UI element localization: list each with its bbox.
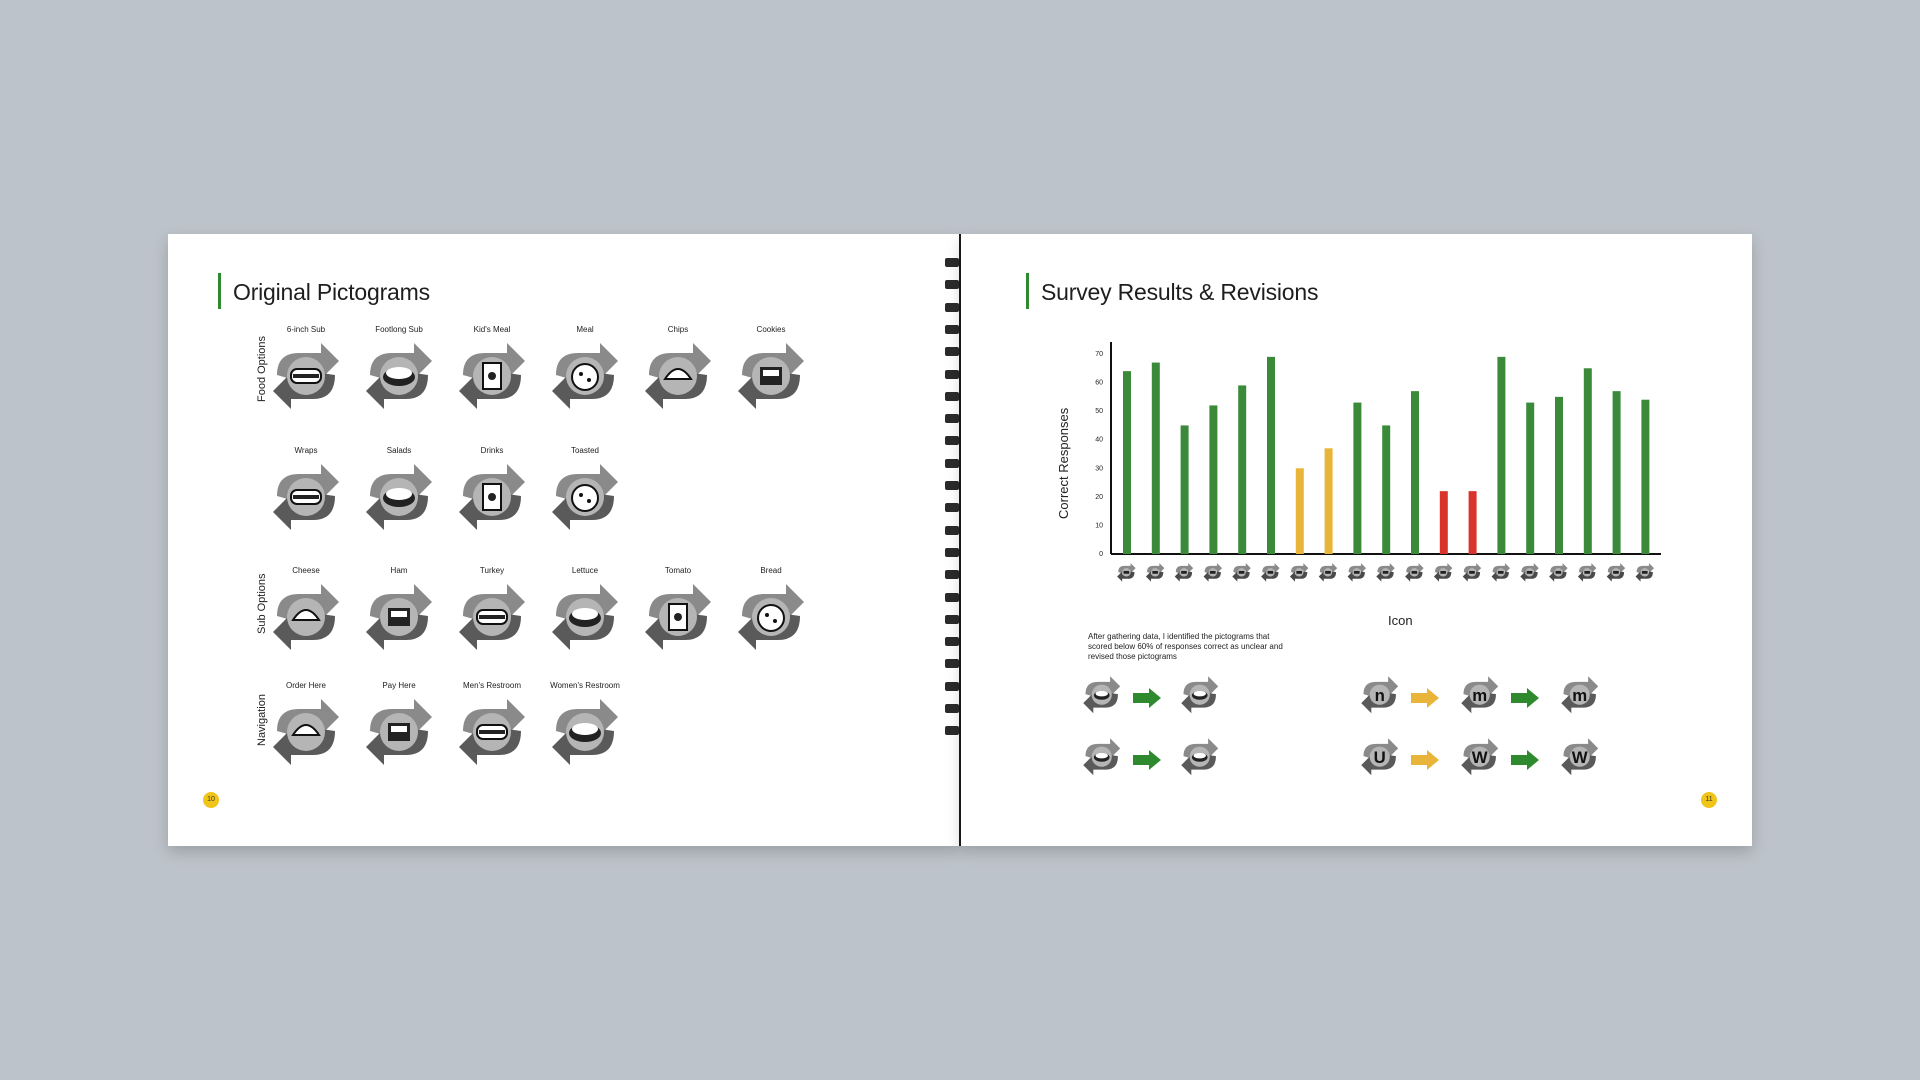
pictogram-icon [362, 339, 436, 415]
x-tick-icon [1290, 563, 1308, 581]
restroom-original-icon [1361, 738, 1398, 775]
pictogram [447, 566, 537, 666]
x-tick-icon [1204, 563, 1222, 581]
bar [1469, 491, 1477, 554]
page-title: Original Pictograms [218, 273, 430, 309]
pictogram-label: Women's Restroom [550, 681, 620, 690]
page-number: 10 [203, 792, 219, 808]
revision-arrow [1133, 688, 1161, 708]
bar [1526, 403, 1534, 554]
pictogram [540, 566, 630, 666]
y-tick-label: 40 [1095, 436, 1103, 444]
restroom-revision-icon [1461, 676, 1498, 713]
pictogram-icon [734, 339, 808, 415]
salad-icon [1083, 676, 1120, 713]
bar [1440, 491, 1448, 554]
y-tick-label: 10 [1095, 522, 1103, 530]
pictogram [633, 566, 723, 666]
x-tick-icon [1348, 563, 1366, 581]
pictogram-icon [548, 580, 622, 656]
x-tick-icon [1376, 563, 1394, 581]
bar [1238, 385, 1246, 554]
pictogram-icon [548, 460, 622, 536]
pictogram [354, 566, 444, 666]
salad-revised-icon [1181, 676, 1218, 713]
pictogram-label: Kid's Meal [473, 325, 511, 334]
pictogram-icon [455, 339, 529, 415]
pictogram-label: Chips [667, 325, 689, 334]
pictogram-icon [269, 580, 343, 656]
bar [1325, 448, 1333, 554]
bar [1181, 425, 1189, 554]
y-axis-title: Correct Responses [1056, 407, 1071, 519]
x-tick-icon [1463, 563, 1481, 581]
pictogram [261, 325, 351, 425]
pictogram [261, 446, 351, 546]
pictogram [447, 446, 537, 546]
restroom-final-icon [1561, 738, 1598, 775]
pictogram [447, 325, 537, 425]
bar [1382, 425, 1390, 554]
revision-arrow [1511, 688, 1539, 708]
restroom-original-icon [1361, 676, 1398, 713]
pictogram-icon [455, 580, 529, 656]
section-label: Food Options [256, 335, 268, 402]
pictogram-label: Men's Restroom [463, 681, 521, 690]
pictogram-label: Footlong Sub [375, 325, 423, 334]
y-tick-label: 0 [1099, 551, 1103, 558]
revisions-diagram [1081, 674, 1641, 814]
x-tick-icon [1549, 563, 1567, 581]
left-page [168, 234, 959, 846]
svg-text:n: n [1374, 685, 1385, 705]
bar [1411, 391, 1419, 554]
pictogram-label: Bread [760, 566, 782, 575]
section-label: Sub Options [256, 573, 268, 634]
revision-arrow [1133, 750, 1161, 770]
pictogram-label: Tomato [664, 566, 692, 575]
pictogram-icon [548, 695, 622, 771]
svg-text:W: W [1571, 747, 1588, 767]
pictogram [726, 566, 816, 666]
bar [1152, 363, 1160, 554]
bar [1123, 371, 1131, 554]
pictogram-icon [362, 695, 436, 771]
revision-arrow [1511, 750, 1539, 770]
pictogram [261, 566, 351, 666]
y-tick-label: 20 [1095, 493, 1103, 501]
survey-bar-chart [1061, 334, 1661, 634]
pictogram-label: Wraps [294, 446, 318, 455]
x-tick-icon [1636, 563, 1654, 581]
pictogram [354, 681, 444, 781]
pictogram [726, 325, 816, 425]
bar [1641, 400, 1649, 554]
pictogram-icon [455, 460, 529, 536]
pictogram [354, 325, 444, 425]
svg-text:W: W [1471, 747, 1488, 767]
pictogram-label: Meal [576, 325, 594, 334]
x-tick-icon [1146, 563, 1164, 581]
x-tick-icon [1175, 563, 1193, 581]
pictogram [540, 446, 630, 546]
pictogram [261, 681, 351, 781]
revision-arrow [1411, 688, 1439, 708]
pictogram-label: Cheese [292, 566, 320, 575]
pictogram-icon [548, 339, 622, 415]
wrap-revised-icon [1181, 738, 1218, 775]
pictogram-label: Turkey [479, 566, 505, 575]
pictogram-icon [269, 460, 343, 536]
x-tick-icon [1607, 563, 1625, 581]
pictogram-icon [269, 339, 343, 415]
pictogram-icon [362, 460, 436, 536]
pictogram-label: Salads [386, 446, 412, 455]
x-tick-icon [1578, 563, 1596, 581]
pictogram-icon [641, 580, 715, 656]
pictogram-label: Cookies [756, 325, 786, 334]
bar [1613, 391, 1621, 554]
x-tick-icon [1319, 563, 1337, 581]
pictogram-label: Order Here [285, 681, 326, 690]
y-tick-label: 30 [1095, 465, 1103, 473]
pictogram-label: 6-inch Sub [286, 325, 326, 334]
restroom-revision-icon [1461, 738, 1498, 775]
x-tick-icon [1492, 563, 1510, 581]
bar [1497, 357, 1505, 554]
bar [1353, 403, 1361, 554]
pictogram [540, 325, 630, 425]
svg-text:m: m [1572, 685, 1588, 705]
revision-caption: After gathering data, I identified the pictograms that scored below 60% of responses correct as unclear and revised those pictograms [1088, 632, 1283, 661]
svg-text:m: m [1472, 685, 1488, 705]
pictogram [354, 446, 444, 546]
y-tick-label: 50 [1095, 408, 1103, 416]
pictogram-label: Lettuce [571, 566, 599, 575]
pictogram-label: Toasted [570, 446, 600, 455]
x-tick-icon [1117, 563, 1135, 581]
bar [1584, 368, 1592, 554]
right-page [961, 234, 1752, 846]
pictogram-label: Drinks [480, 446, 504, 455]
bar [1296, 468, 1304, 554]
pictogram [540, 681, 630, 781]
restroom-final-icon [1561, 676, 1598, 713]
pictogram-icon [734, 580, 808, 656]
x-tick-icon [1232, 563, 1250, 581]
page-number: 11 [1701, 792, 1717, 808]
bar [1555, 397, 1563, 554]
pictogram-label: Ham [390, 566, 408, 575]
pictogram-icon [641, 339, 715, 415]
y-tick-label: 60 [1095, 379, 1103, 387]
pictogram-label: Pay Here [382, 681, 416, 690]
x-tick-icon [1520, 563, 1538, 581]
x-axis-title: Icon [1388, 613, 1413, 628]
y-tick-label: 70 [1095, 351, 1103, 358]
pictogram-icon [269, 695, 343, 771]
pictogram-icon [455, 695, 529, 771]
revision-arrow [1411, 750, 1439, 770]
pictogram [633, 325, 723, 425]
bar [1209, 405, 1217, 554]
x-tick-icon [1261, 563, 1279, 581]
wrap-icon [1083, 738, 1120, 775]
svg-text:U: U [1373, 747, 1386, 767]
section-label: Navigation [256, 694, 268, 746]
x-tick-icon [1405, 563, 1423, 581]
pictogram [447, 681, 537, 781]
pictogram-icon [362, 580, 436, 656]
x-tick-icon [1434, 563, 1452, 581]
bar [1267, 357, 1275, 554]
page-title: Survey Results & Revisions [1026, 273, 1318, 309]
